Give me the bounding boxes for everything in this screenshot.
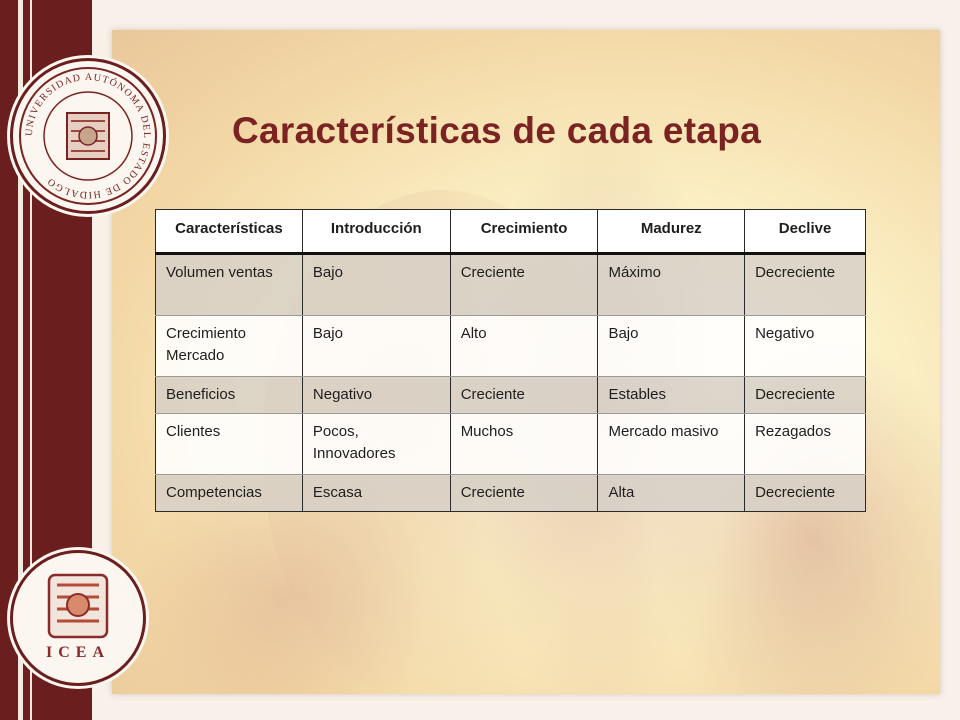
icea-shield-icon xyxy=(13,553,143,683)
column-header: Madurez xyxy=(598,210,745,254)
table-cell: Clientes xyxy=(156,414,303,475)
table-cell: Muchos xyxy=(450,414,598,475)
table-cell: Creciente xyxy=(450,475,598,512)
table-cell: Crecimiento Mercado xyxy=(156,316,303,377)
slide-title: Características de cada etapa xyxy=(232,110,762,151)
table-cell: Bajo xyxy=(598,316,745,377)
table-cell: Beneficios xyxy=(156,377,303,414)
product-life-cycle-table xyxy=(155,209,866,512)
table-row xyxy=(156,475,866,512)
university-seal-logo xyxy=(10,58,166,214)
table-cell: Alta xyxy=(598,475,745,512)
column-header: Introducción xyxy=(302,210,450,254)
table-row xyxy=(156,254,866,316)
column-header: Características xyxy=(156,210,303,254)
table-cell: Competencias xyxy=(156,475,303,512)
table-cell: Máximo xyxy=(598,254,745,316)
seal-arc-text: UNIVERSIDAD AUTÓNOMA DEL ESTADO DE HIDALGO xyxy=(23,71,153,201)
table-cell: Creciente xyxy=(450,377,598,414)
table-cell: Bajo xyxy=(302,316,450,377)
table-cell: Volumen ventas xyxy=(156,254,303,316)
table-cell: Bajo xyxy=(302,254,450,316)
table-cell: Decreciente xyxy=(745,254,866,316)
table-row xyxy=(156,316,866,377)
column-header: Crecimiento xyxy=(450,210,598,254)
column-header: Declive xyxy=(745,210,866,254)
table-cell: Decreciente xyxy=(745,377,866,414)
table-cell: Decreciente xyxy=(745,475,866,512)
table-cell: Creciente xyxy=(450,254,598,316)
table-row xyxy=(156,377,866,414)
table-cell: Alto xyxy=(450,316,598,377)
icea-logo xyxy=(10,550,146,686)
table-cell: Negativo xyxy=(745,316,866,377)
table-cell: Negativo xyxy=(302,377,450,414)
university-seal-icon xyxy=(13,61,163,211)
table-header-row xyxy=(156,210,866,254)
table-cell: Mercado masivo xyxy=(598,414,745,475)
table-cell: Escasa xyxy=(302,475,450,512)
table-row xyxy=(156,414,866,475)
table-cell: Rezagados xyxy=(745,414,866,475)
table-cell: Estables xyxy=(598,377,745,414)
table-cell: Pocos, Innovadores xyxy=(302,414,450,475)
icea-logo-text: ICEA xyxy=(45,644,111,661)
